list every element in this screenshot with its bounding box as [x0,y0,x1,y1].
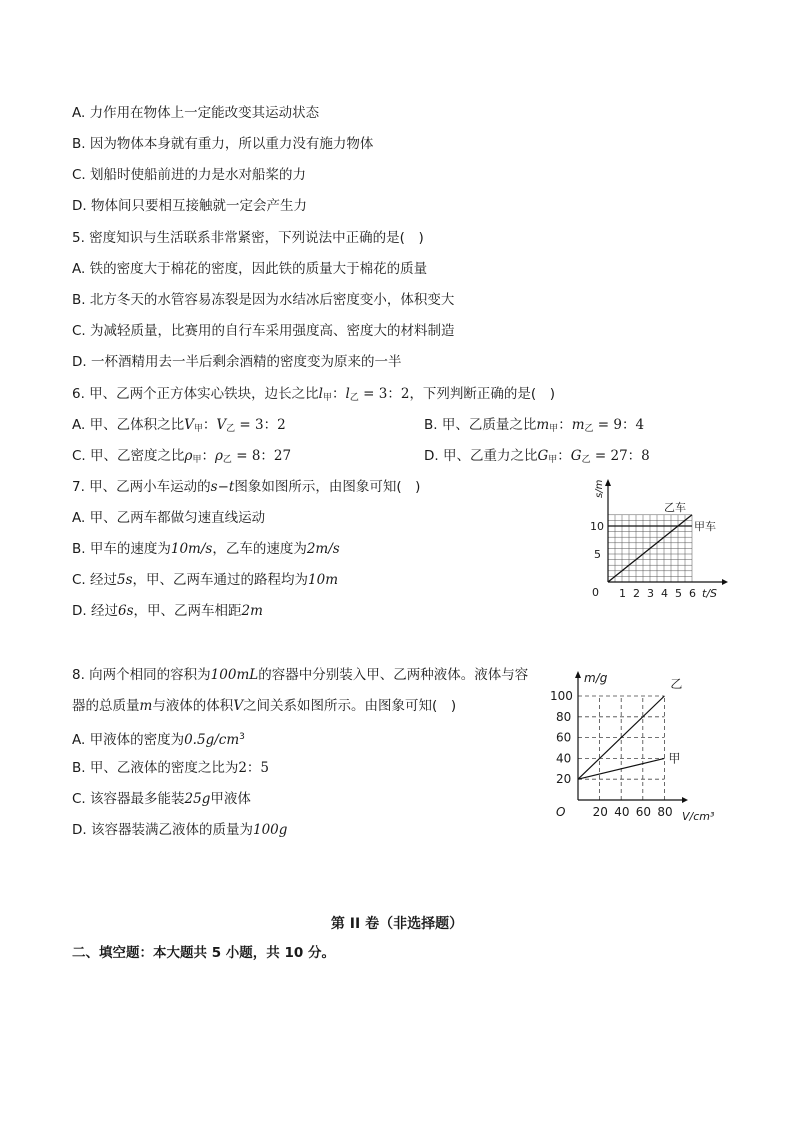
q6-b-v1: m [536,417,550,433]
q6-row-cd [72,447,650,469]
q8-graph-grid [578,696,664,800]
q5-option-c: C. 为减轻质量，比赛用的自行车采用强度高、密度大的材料制造 [72,323,455,339]
q8-a-pre: A. 甲液体的密度为 [72,732,185,748]
q7-st-graph [588,476,738,611]
q6-b-v2: m [571,417,585,433]
q6-var-l1: l [318,386,323,402]
q7-b-v2: 2m/s [306,541,340,557]
q6-var-l2: l [345,386,350,402]
q6-b-s2: 乙 [584,424,594,434]
y-tick-label: 80 [556,709,572,724]
q8-a-sup: 3 [239,732,245,742]
q6-a-s1: 甲 [193,424,203,434]
q8-b-v: 2：5 [238,760,270,776]
series-label: 甲车 [694,520,716,533]
x-tick-label: 4 [661,587,668,600]
q6-sub-jia: 甲 [323,393,333,403]
y-tick-label: 100 [550,689,573,703]
q8-option-a [72,728,245,749]
q8-c-v: 25g [184,791,211,807]
x-axis-arrow [722,579,728,585]
q6-a-v2: V [216,417,227,433]
x-tick-label: 60 [635,805,652,819]
q5-stem: 5. 密度知识与生活联系非常紧密，下列说法中正确的是( ) [72,230,424,246]
q8-mv-graph [548,666,733,828]
q5-option-d: D. 一杯酒精用去一半后剩余酒精的密度变为原来的一半 [72,354,402,370]
q8-l2-pre: 器的总质量 [72,698,140,714]
q6-b-s1: 甲 [549,424,559,434]
q6-sub-yi: 乙 [349,393,359,403]
y-axis-arrow [605,479,611,486]
y-tick-label: 60 [556,730,572,745]
q8-option-c [72,790,251,808]
q8-l2-mid: 与液体的体积 [152,698,234,714]
q6-option-c [72,448,291,464]
q7-stem [72,478,420,496]
q6-b-pre: B. 甲、乙质量之比 [424,417,537,433]
q4-option-d: D. 物体间只要相互接触就一定会产生力 [72,198,307,214]
x-axis-arrow [682,797,688,803]
q8-option-b [72,759,269,777]
q7-b-pre: B. 甲车的速度为 [72,541,171,557]
q6-stem-pre: 6. 甲、乙两个正方体实心铁块，边长之比 [72,386,319,402]
origin-label: O [556,805,566,819]
q6-ratio: = 3：2 [358,386,410,402]
q7-d-v1: 6s [117,603,134,619]
q7-stem-math: s−t [210,479,235,495]
q6-d-v1: G [537,448,549,464]
q8-l2-v1: m [139,698,153,714]
q5-option-a: A. 铁的密度大于棉花的密度，因此铁的质量大于棉花的质量 [72,261,428,277]
q7-d-pre: D. 经过 [72,603,118,619]
y-axis-label: m/g [584,671,608,685]
q8-stem-line2 [72,697,456,715]
y-axis-label: s/m [594,479,605,498]
q7-b-mid: ，乙车的速度为 [212,541,307,557]
q4-option-c: C. 划船时使船前进的力是水对船桨的力 [72,167,307,183]
x-tick-label: 6 [689,587,696,600]
q7-d-mid: ，甲、乙两车相距 [133,603,242,619]
q6-a-pre: A. 甲、乙体积之比 [72,417,185,433]
q6-c-v1: ρ [184,448,193,464]
q7-c-v1: 5s [117,572,133,588]
q4-option-a: A. 力作用在物体上一定能改变其运动状态 [72,105,320,121]
q8-d-v: 100g [252,822,288,838]
q8-a-v: 0.5g/cm [184,732,240,748]
q6-c-s1: 甲 [192,455,202,465]
q7-d-v2: 2m [241,603,263,619]
q6-d-s2: 乙 [581,455,591,465]
x-axis-label: V/cm³ [682,810,715,823]
q6-a-colon: ： [202,417,217,433]
q6-c-colon: ： [201,448,215,464]
q6-c-v2: ρ [214,448,223,464]
x-tick-label: 20 [592,805,608,819]
q8-option-d [72,821,287,839]
q6-a-v1: V [184,417,194,433]
x-tick-label: 3 [647,587,654,600]
q7-c-v2: 10m [308,572,339,588]
x-tick-label: 2 [633,587,640,600]
q6-row-ab [72,416,645,438]
series-label: 乙车 [664,500,686,514]
q8-d-pre: D. 该容器装满乙液体的质量为 [72,822,253,838]
q6-d-s1: 甲 [548,455,558,465]
q6-d-val: = 27：8 [590,448,650,464]
y-tick-label: 40 [556,751,572,766]
q5-option-b: B. 北方冬天的水管容易冻裂是因为水结冰后密度变小，体积变大 [72,292,455,308]
q8-l2-post: 之间关系如图所示。由图象可知( ) [243,698,457,714]
q4-option-b: B. 因为物体本身就有重力，所以重力没有施力物体 [72,136,374,152]
q6-option-b [424,416,644,438]
q6-stem-post: ，下列判断正确的是( ) [409,386,555,402]
q8-l1-pre: 8. 向两个相同的容积为 [72,667,211,683]
q7-option-b [72,540,340,558]
series-label: 乙 [670,677,683,691]
section-title: 第 II 卷（非选择题） [330,916,464,932]
q8-stem-line1 [72,666,528,684]
q6-a-s2: 乙 [226,424,236,434]
q6-b-colon: ： [558,417,572,433]
q8-l2-v2: V [233,698,244,714]
q7-stem-pre: 7. 甲、乙两小车运动的 [72,479,211,495]
q6-d-v2: G [570,448,582,464]
q7-option-d [72,602,263,620]
q6-c-s2: 乙 [222,455,232,465]
q7-option-a: A. 甲、乙两车都做匀速直线运动 [72,510,266,526]
q6-d-pre: D. 甲、乙重力之比 [424,448,538,464]
y-tick-label: 10 [590,520,604,533]
q8-l1-post: 的容器中分别装入甲、乙两种液体。液体与容 [258,667,529,683]
y-tick-label: 20 [556,772,572,787]
q6-a-val: = 3：2 [235,417,286,433]
q7-option-c [72,571,338,589]
q6-colon: ： [332,386,346,402]
x-tick-label: 1 [619,587,626,600]
y-axis-arrow [575,671,581,678]
x-tick-label: 80 [657,805,673,819]
q6-option-a [72,417,286,433]
q6-stem [72,385,555,407]
q8-c-post: 甲液体 [210,791,251,807]
x-axis-label: t/S [702,587,718,600]
origin-label: 0 [592,586,599,599]
q7-c-mid: ，甲、乙两车通过的路程均为 [132,572,309,588]
x-tick-label: 5 [675,587,682,600]
q6-c-pre: C. 甲、乙密度之比 [72,448,185,464]
y-tick-label: 5 [594,548,601,561]
q8-c-pre: C. 该容器最多能装 [72,791,185,807]
q7-b-v1: 10m/s [170,541,213,557]
series-label: 甲 [668,751,681,766]
q8-b-pre: B. 甲、乙液体的密度之比为 [72,760,239,776]
q6-option-d [424,447,650,469]
q6-d-colon: ： [557,448,571,464]
q6-b-val: = 9：4 [593,417,645,433]
q6-c-val: = 8：27 [231,448,292,464]
q7-c-pre: C. 经过 [72,572,118,588]
section-heading: 二、填空题：本大题共 5 小题，共 10 分。 [72,945,335,961]
x-tick-label: 40 [614,805,630,819]
q8-l1-v: 100mL [210,667,259,683]
q7-stem-post: 图象如图所示，由图象可知( ) [234,479,421,495]
